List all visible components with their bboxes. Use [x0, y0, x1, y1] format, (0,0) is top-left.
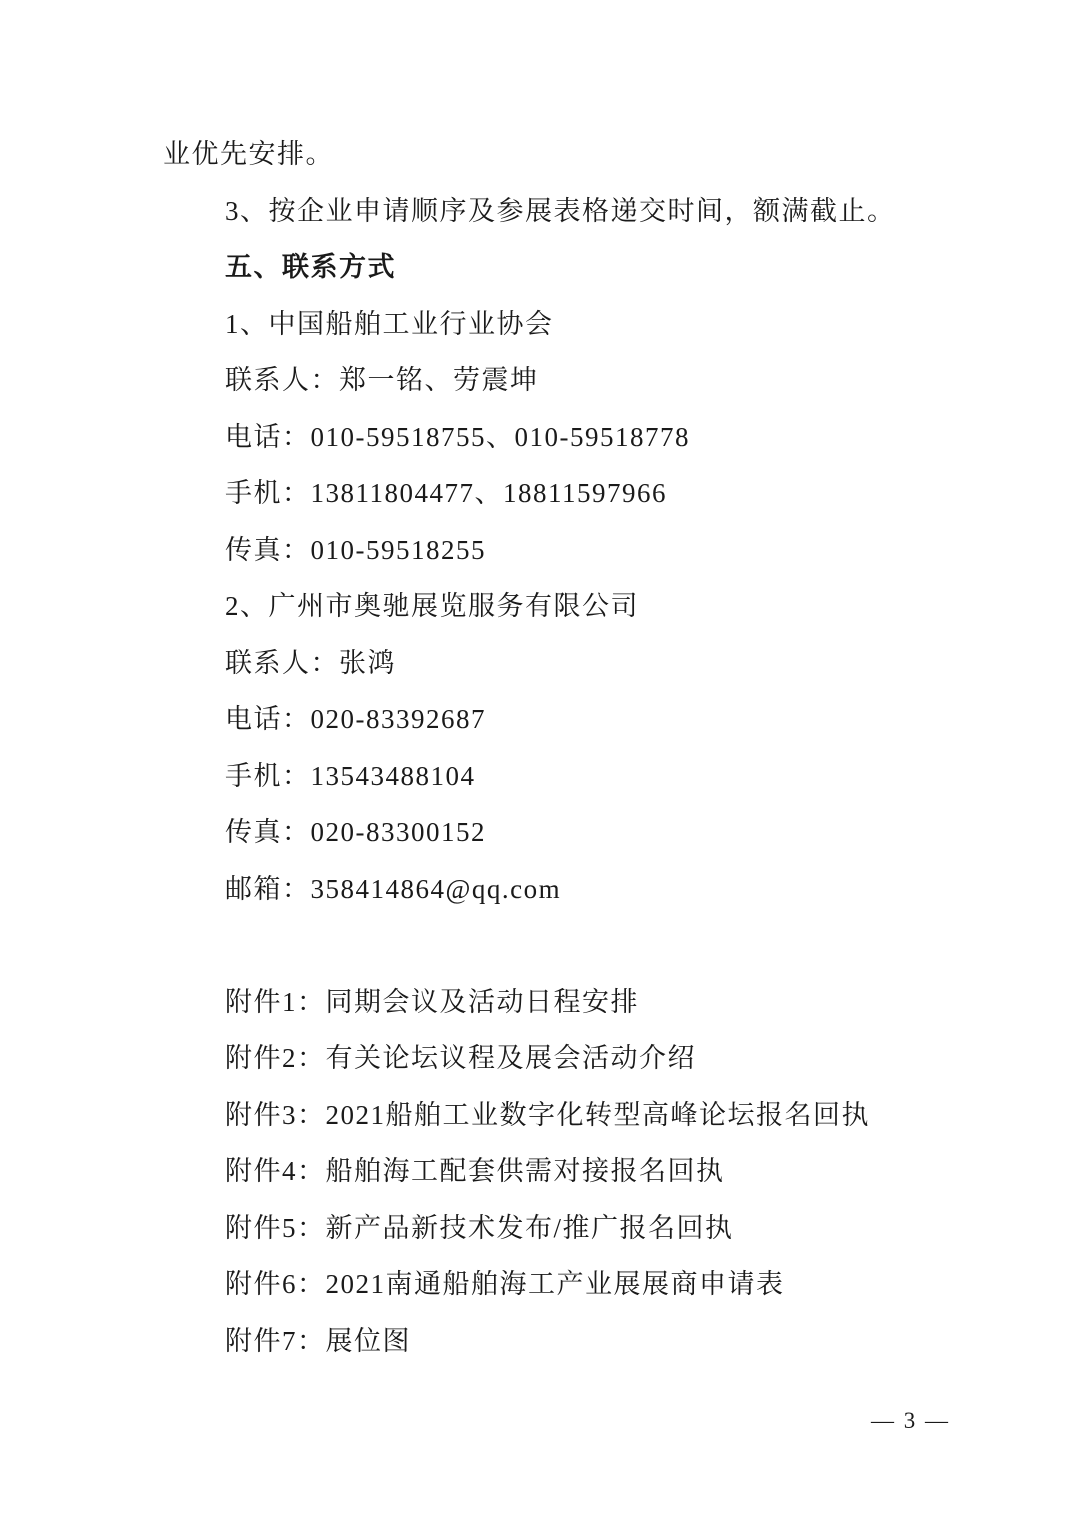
contact2-mobile: 手机：13543488104: [225, 760, 476, 791]
blank-line: [163, 917, 1000, 974]
contact2-fax: 传真：020-83300152: [225, 817, 486, 847]
attachment-item-4: 附件4：船舶海工配套供需对接报名回执: [225, 1156, 725, 1186]
attachment-item-3: 附件3：2021船舶工业数字化转型高峰论坛报名回执: [225, 1099, 870, 1130]
attachment-item-7: 附件7：展位图: [225, 1325, 411, 1356]
document-body: [163, 126, 1000, 1369]
contact2-phone: 电话：020-83392687: [225, 704, 486, 734]
attachment-item-2: 附件2：有关论坛议程及展会活动介绍: [225, 1043, 696, 1073]
contact1-person: 联系人：郑一铭、劳震坤: [225, 365, 539, 395]
attachment-item-1: 附件1：同期会议及活动日程安排: [225, 986, 639, 1017]
contact1-fax: 传真：010-59518255: [225, 534, 486, 565]
page-number: — 3 —: [871, 1408, 950, 1433]
section-heading-contact-info: 五、联系方式: [225, 252, 396, 282]
attachment-item-5: 附件5：新产品新技术发布/推广报名回执: [225, 1212, 734, 1243]
contact2-email: 邮箱：358414864@qq.com: [225, 873, 562, 904]
contact2-title: 2、广州市奥驰展览服务有限公司: [225, 591, 639, 621]
attachment-item-6: 附件6：2021南通船舶海工产业展展商申请表: [225, 1269, 785, 1299]
paragraph-continuation: 业优先安排。: [163, 139, 334, 169]
contact1-phone: 电话：010-59518755、010-59518778: [225, 421, 690, 452]
contact1-title: 1、中国船舶工业行业协会: [225, 308, 554, 339]
contact1-mobile: 手机：13811804477、18811597966: [225, 478, 667, 508]
paragraph-item-3: 3、按企业申请顺序及参展表格递交时间，额满截止。: [225, 195, 896, 226]
contact2-person: 联系人：张鸿: [225, 647, 396, 678]
